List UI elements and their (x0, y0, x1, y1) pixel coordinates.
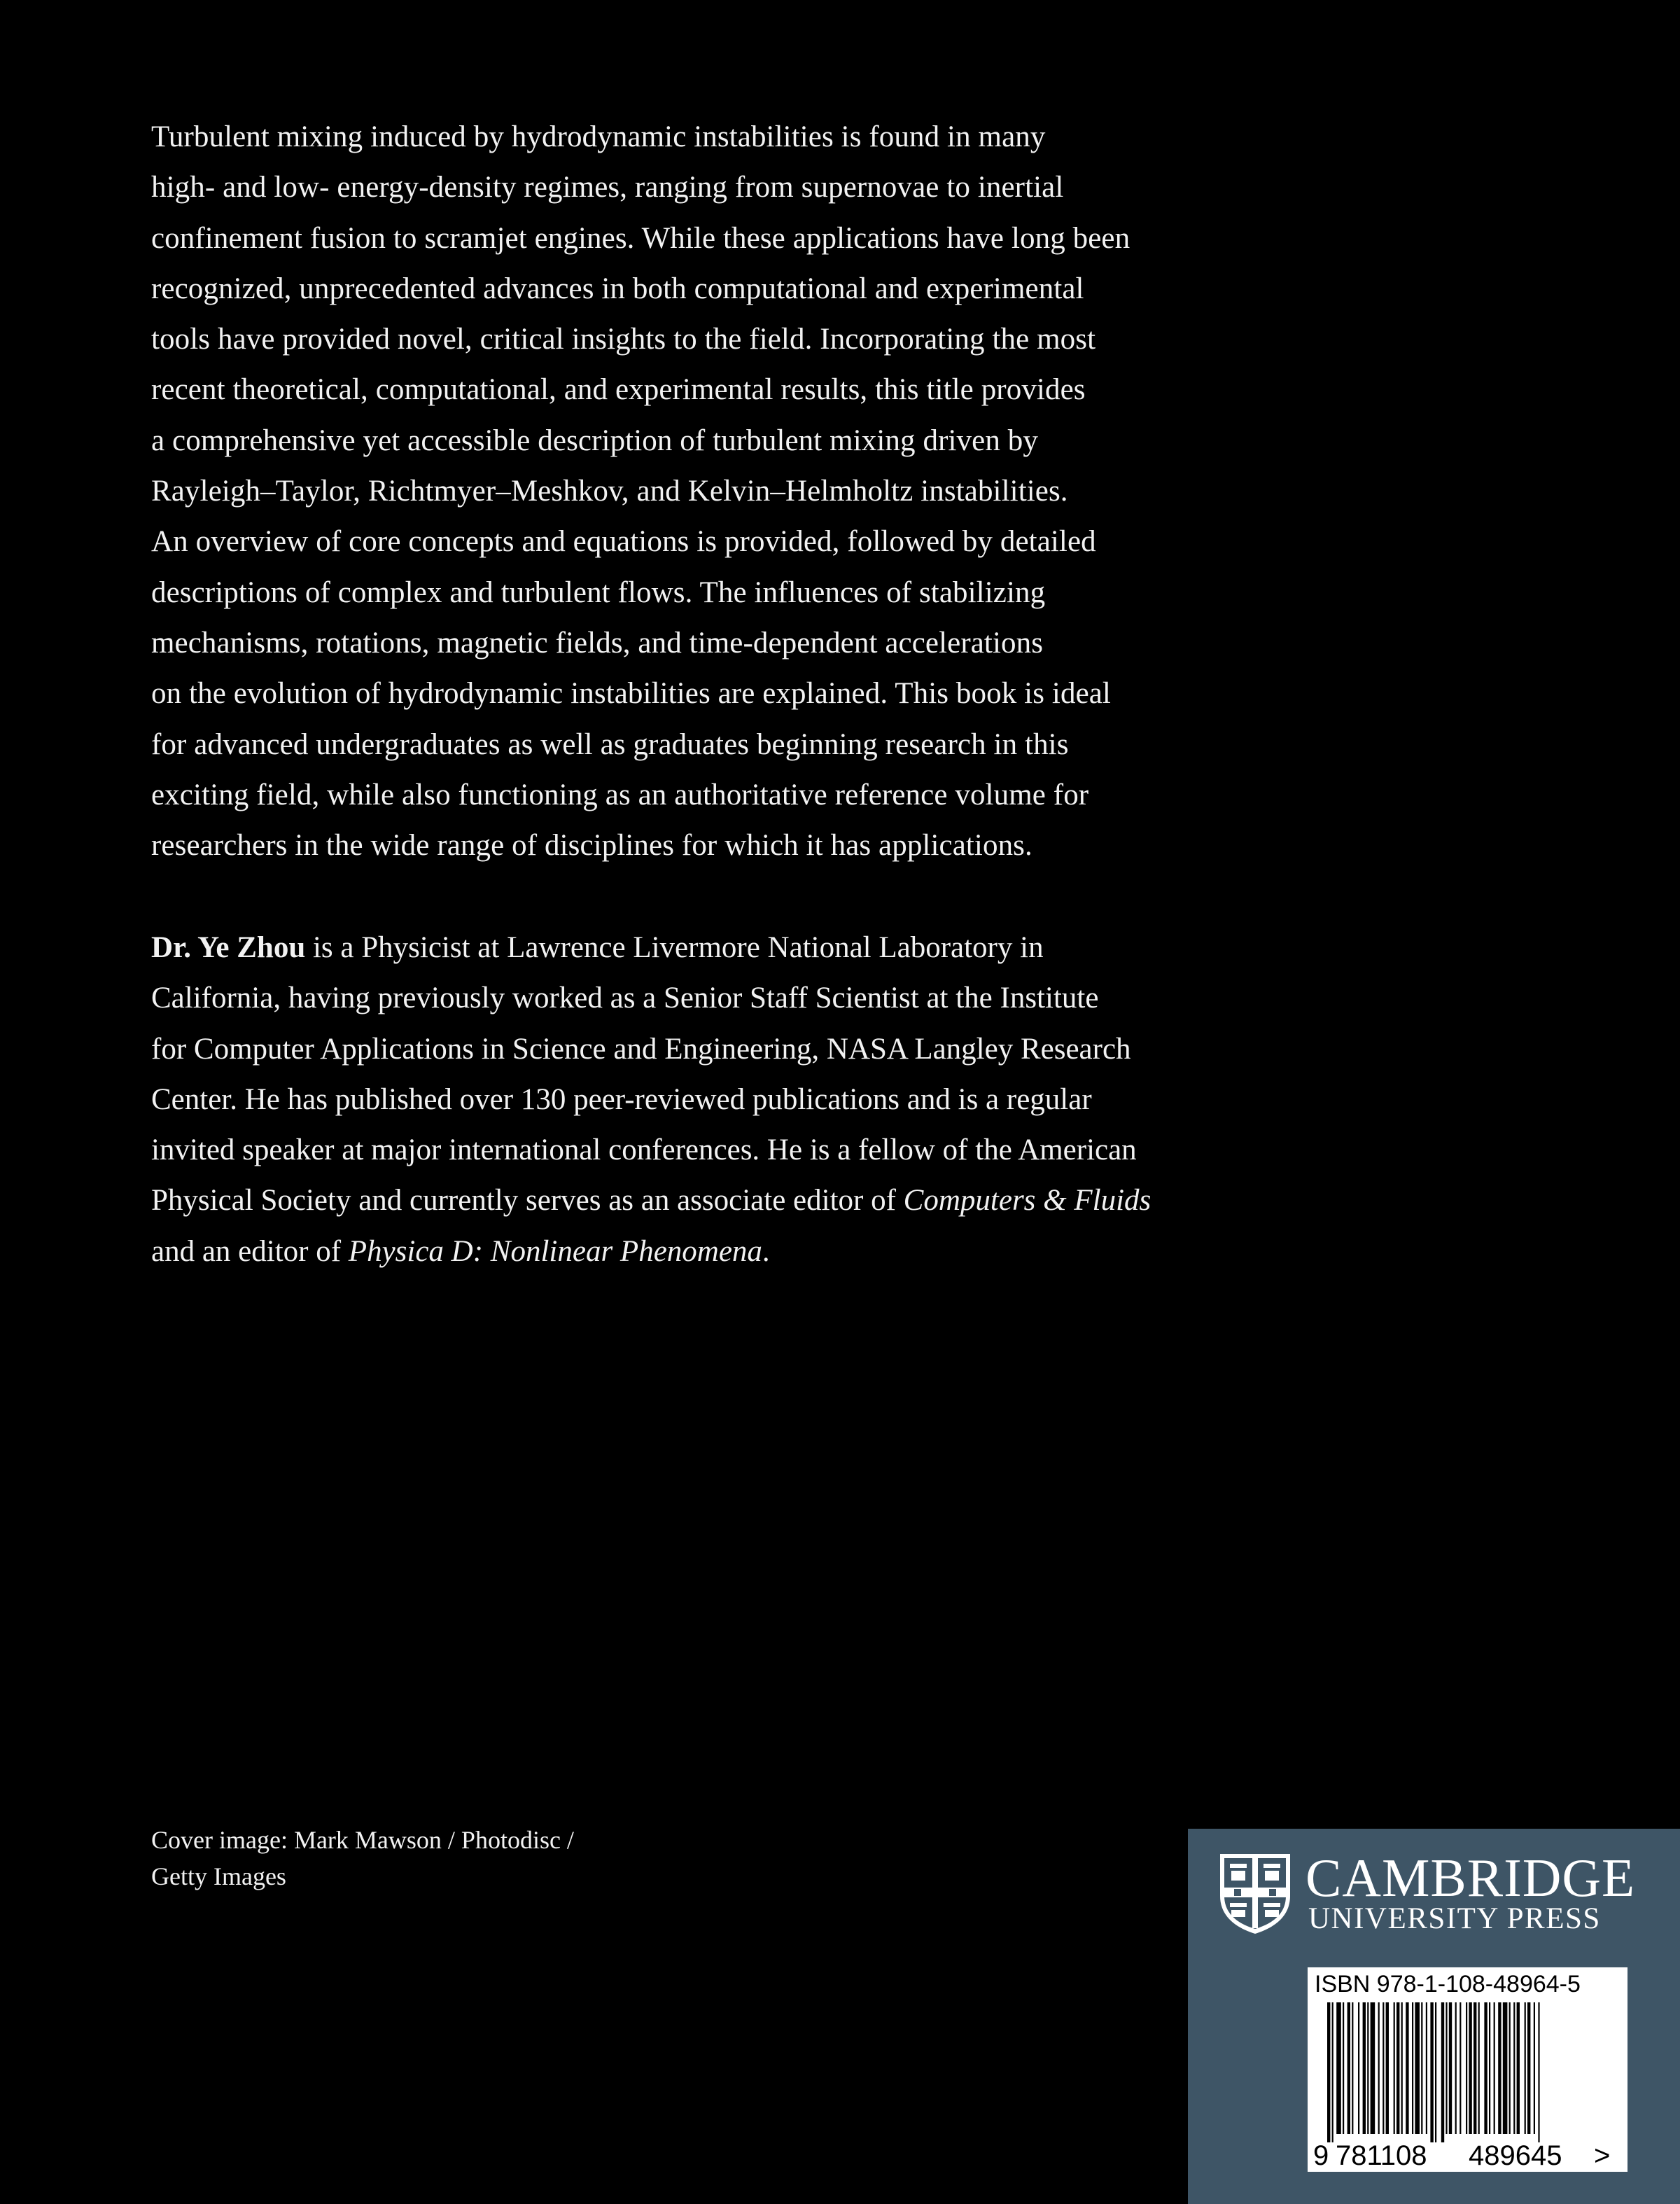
blurb-line: mechanisms, rotations, magnetic fields, and time-dependent accelerations (151, 626, 1044, 660)
barcode-icon (1313, 2002, 1611, 2171)
barcode-bar (1513, 2002, 1515, 2134)
blurb-line: recognized, unprecedented advances in both computational and experimental (151, 272, 1084, 305)
bio-line: Center. He has published over 130 peer-reviewed publications and is a regular (151, 1082, 1092, 1116)
blurb-line: descriptions of complex and turbulent flows. The influences of stabilizing (151, 576, 1046, 609)
publisher-panel (1188, 1829, 1680, 2204)
barcode-bar (1378, 2002, 1380, 2134)
bio-line: California, having previously worked as a Senior Staff Scientist at the Institute (151, 982, 1099, 1015)
barcode-bar (1327, 2002, 1330, 2142)
barcode-bar (1352, 2002, 1353, 2134)
barcode-bar (1401, 2002, 1403, 2134)
bio-line (151, 1176, 1243, 1226)
barcode-bar (1525, 2002, 1526, 2134)
barcode-bar (1460, 2002, 1461, 2134)
barcode-bar (1421, 2002, 1422, 2134)
barcode-bar (1406, 2002, 1408, 2134)
publisher-subname: UNIVERSITY PRESS (1308, 1902, 1601, 1935)
barcode-bar (1441, 2002, 1444, 2142)
publisher-name: CAMBRIDGE (1306, 1848, 1636, 1908)
blurb-line: a comprehensive yet accessible description of turbulent mixing driven by (151, 424, 1038, 457)
blurb-line: researchers in the wide range of disciplines for which it has applications. (151, 829, 1032, 863)
barcode-bar (1478, 2002, 1480, 2134)
barcode-digit-first: 9 (1313, 2140, 1329, 2171)
bio-line: invited speaker at major international conferences. He is a fellow of the American (151, 1134, 1137, 1167)
barcode-bar (1498, 2002, 1501, 2134)
credit-line: Cover image: Mark Mawson / Photodisc / (151, 1826, 574, 1854)
barcode-bar (1336, 2002, 1341, 2134)
bio-text: . (762, 1234, 770, 1268)
blurb-line: confinement fusion to scramjet engines. While these applications have long been (151, 221, 1130, 255)
barcode-bar (1534, 2002, 1535, 2134)
description-blurb (151, 112, 1243, 871)
barcode-bar (1396, 2002, 1399, 2134)
journal-title: Physica D: Nonlinear Phenomena (348, 1234, 762, 1268)
barcode-bar (1358, 2002, 1359, 2134)
blurb-line: An overview of core concepts and equations is provided, followed by detailed (151, 525, 1096, 559)
barcode-digits-left: 781108 (1336, 2140, 1427, 2171)
barcode-bar (1363, 2002, 1366, 2134)
author-name: Dr. Ye Zhou (151, 931, 306, 964)
barcode-bar (1348, 2002, 1350, 2134)
barcode-bar (1455, 2002, 1457, 2134)
blurb-line: Rayleigh–Taylor, Richtmyer–Meshkov, and Kelvin–Helmholtz instabilities. (151, 475, 1068, 508)
barcode-bar (1538, 2002, 1539, 2142)
credit-line: Getty Images (151, 1862, 286, 1890)
barcode-bar (1386, 2002, 1389, 2134)
barcode-bar (1371, 2002, 1376, 2134)
bio-text: is a Physicist at Lawrence Livermore National Laboratory in (305, 931, 1044, 964)
barcode-bar (1426, 2002, 1427, 2134)
journal-title: Computers & Fluids (903, 1184, 1152, 1218)
barcode-bar (1435, 2002, 1436, 2142)
barcode-bar (1367, 2002, 1368, 2134)
blurb-line: recent theoretical, computational, and experimental results, this title provides (151, 373, 1086, 407)
isbn-label: ISBN 978-1-108-48964-5 (1315, 1971, 1581, 1997)
barcode-bar (1466, 2002, 1467, 2134)
barcode-bar (1449, 2002, 1452, 2134)
barcode-bar (1509, 2002, 1511, 2134)
bio-line (151, 1227, 1243, 1277)
blurb-line: exciting field, while also functioning as an authoritative reference volume for (151, 778, 1089, 811)
barcode-bar (1469, 2002, 1471, 2134)
blurb-line: Turbulent mixing induced by hydrodynamic instabilities is found in many (151, 120, 1046, 153)
barcode-bar (1343, 2002, 1344, 2134)
blurb-line: on the evolution of hydrodynamic instabilities are explained. This book is ideal (151, 677, 1111, 711)
bio-line (151, 923, 1243, 973)
barcode-bar (1503, 2002, 1508, 2134)
barcode-bar (1332, 2002, 1334, 2142)
bio-text: Physical Society and currently serves as an associate editor of (151, 1184, 904, 1218)
barcode-end-mark: > (1594, 2140, 1611, 2171)
barcode-bar (1446, 2002, 1447, 2134)
barcode-bar (1484, 2002, 1487, 2134)
bio-text: and an editor of (151, 1234, 349, 1268)
author-bio (151, 923, 1243, 1277)
blurb-line: for advanced undergraduates as well as graduates beginning research in this (151, 727, 1069, 761)
barcode-bar (1394, 2002, 1395, 2134)
barcode-bar (1430, 2002, 1433, 2142)
barcode-bar (1489, 2002, 1490, 2134)
barcode-bar (1412, 2002, 1413, 2134)
university-crest-icon (1219, 1853, 1292, 1935)
cover-image-credit (151, 1822, 574, 1895)
barcode-bar (1382, 2002, 1384, 2134)
isbn-barcode (1308, 1967, 1628, 2172)
bio-line: for Computer Applications in Science and Engineering, NASA Langley Research (151, 1032, 1131, 1066)
blurb-line: tools have provided novel, critical insights to the field. Incorporating the most (151, 323, 1096, 356)
blurb-line: high- and low- energy-density regimes, ranging from supernovae to inertial (151, 171, 1064, 204)
barcode-bar (1474, 2002, 1476, 2134)
barcode-bar (1415, 2002, 1420, 2134)
barcode-bar (1494, 2002, 1495, 2134)
barcode-digits-right: 489645 (1469, 2140, 1562, 2171)
barcode-bar (1527, 2002, 1530, 2134)
barcode-bar (1517, 2002, 1520, 2134)
